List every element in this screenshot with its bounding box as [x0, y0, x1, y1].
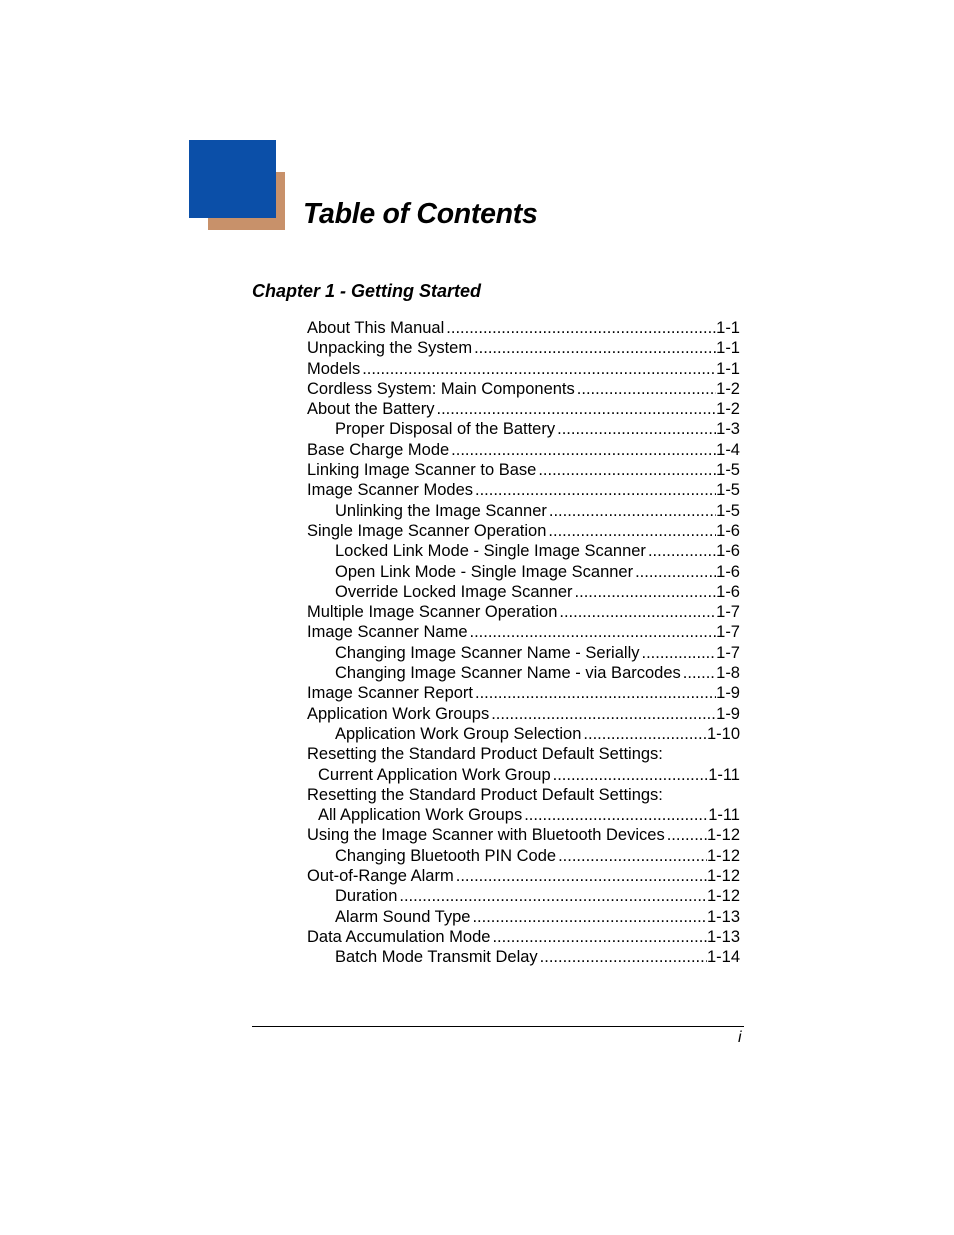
toc-entry[interactable]: [307, 440, 740, 460]
toc-entry[interactable]: [307, 744, 740, 764]
toc-entry-page: 1-1: [716, 359, 740, 378]
toc-entry[interactable]: [307, 501, 740, 521]
toc-entry-page: 1-8: [716, 664, 740, 683]
page-title: Table of Contents: [303, 198, 538, 230]
toc-entry[interactable]: [307, 521, 740, 541]
toc-entry-label: Unlinking the Image Scanner: [335, 501, 547, 520]
toc-entry-label: Single Image Scanner Operation: [307, 521, 547, 540]
toc-leader-dots: [468, 622, 717, 642]
toc-leader-dots: [555, 419, 716, 439]
toc-entry[interactable]: [307, 602, 740, 622]
toc-entry-page: 1-2: [716, 400, 740, 419]
toc-entry[interactable]: [307, 683, 740, 703]
toc-entry-label: Cordless System: Main Components: [307, 379, 575, 398]
toc-entry-label: Application Work Groups: [307, 704, 490, 723]
toc-entry[interactable]: [307, 379, 740, 399]
toc-entry-label: Out-of-Range Alarm: [307, 867, 454, 886]
toc-entry[interactable]: [307, 541, 740, 561]
toc-leader-dots: [489, 704, 716, 724]
toc-entry-label: About This Manual: [307, 319, 445, 337]
toc-entry-label: Changing Image Scanner Name - via Barcodes: [335, 664, 681, 683]
toc-entry-label: Data Accumulation Mode: [307, 927, 491, 946]
toc-leader-dots: [490, 927, 707, 947]
toc-entry-page: 1-6: [716, 521, 740, 540]
toc-entry[interactable]: [307, 886, 740, 906]
toc-entry-page: 1-1: [716, 339, 740, 358]
toc-entry-page: 1-12: [706, 846, 740, 865]
toc-leader-dots: [522, 805, 708, 825]
toc-leader-dots: [546, 521, 716, 541]
footer-page-number: i: [738, 1029, 742, 1046]
toc-entry-page: 1-11: [708, 765, 740, 784]
toc-entry-label: About the Battery: [307, 400, 435, 419]
toc-entry-page: 1-5: [716, 501, 740, 520]
toc-leader-dots: [360, 359, 716, 379]
toc-entry[interactable]: [307, 704, 740, 724]
toc-entry-label: Resetting the Standard Product Default Settings:: [307, 745, 663, 764]
toc-list: [307, 318, 740, 968]
toc-entry[interactable]: [307, 927, 740, 947]
toc-leader-dots: [640, 643, 717, 663]
toc-entry-page: 1-9: [716, 684, 740, 703]
toc-entry-page: 1-14: [706, 948, 740, 967]
toc-entry-label: Changing Image Scanner Name - Serially: [335, 643, 640, 662]
toc-leader-dots: [449, 440, 716, 460]
toc-entry-page: 1-6: [716, 542, 740, 561]
toc-entry-page: 1-13: [706, 927, 740, 946]
toc-entry[interactable]: [307, 399, 740, 419]
toc-leader-dots: [472, 338, 716, 358]
toc-entry-page: 1-5: [716, 481, 740, 500]
toc-leader-dots: [435, 399, 717, 419]
toc-leader-dots: [536, 460, 716, 480]
toc-entry[interactable]: [307, 805, 740, 825]
toc-leader-dots: [473, 683, 716, 703]
toc-entry-page: 1-1: [716, 319, 740, 337]
toc-entry[interactable]: [307, 765, 740, 785]
toc-entry-label: Override Locked Image Scanner: [335, 582, 573, 601]
toc-entry[interactable]: [307, 622, 740, 642]
toc-entry-label: Open Link Mode - Single Image Scanner: [335, 562, 634, 581]
toc-entry[interactable]: [307, 338, 740, 358]
toc-entry-page: 1-12: [706, 826, 740, 845]
toc-entry-page: 1-4: [716, 440, 740, 459]
toc-leader-dots: [473, 480, 716, 500]
toc-entry-page: 1-12: [706, 867, 740, 886]
toc-leader-dots: [573, 582, 717, 602]
toc-entry[interactable]: [307, 663, 740, 683]
toc-entry[interactable]: [307, 359, 740, 379]
toc-entry-label: All Application Work Groups: [318, 806, 523, 825]
toc-leader-dots: [557, 602, 716, 622]
toc-entry-label: Unpacking the System: [307, 339, 473, 358]
toc-leader-dots: [681, 663, 716, 683]
toc-entry[interactable]: [307, 419, 740, 439]
chapter-heading: Chapter 1 - Getting Started: [252, 281, 482, 301]
toc-entry-page: 1-7: [716, 643, 740, 662]
toc-entry-page: 1-3: [716, 420, 740, 439]
toc-leader-dots: [665, 825, 707, 845]
toc-entry-page: 1-6: [716, 582, 740, 601]
toc-entry-page: 1-13: [706, 907, 740, 926]
toc-leader-dots: [454, 866, 707, 886]
toc-entry-label: Linking Image Scanner to Base: [307, 461, 537, 480]
toc-entry-label: Multiple Image Scanner Operation: [307, 603, 558, 622]
toc-leader-dots: [470, 907, 707, 927]
toc-entry[interactable]: [307, 846, 740, 866]
toc-entry-page: 1-6: [716, 562, 740, 581]
toc-entry-label: Locked Link Mode - Single Image Scanner: [335, 542, 646, 561]
toc-entry-label: Batch Mode Transmit Delay: [335, 948, 538, 967]
toc-entry-page: 1-7: [716, 623, 740, 642]
toc-entry-page: 1-12: [706, 887, 740, 906]
toc-entry[interactable]: [307, 825, 740, 845]
toc-leader-dots: [646, 541, 716, 561]
toc-entry-label: Image Scanner Name: [307, 623, 468, 642]
toc-entry-page: 1-9: [716, 704, 740, 723]
toc-entry-page: 1-11: [708, 806, 740, 825]
toc-entry-label: Base Charge Mode: [307, 440, 450, 459]
toc-entry-label: Changing Bluetooth PIN Code: [335, 846, 557, 865]
toc-entry-page: 1-5: [716, 461, 740, 480]
toc-entry[interactable]: [307, 582, 740, 602]
toc-entry[interactable]: [307, 562, 740, 582]
toc-leader-dots: [538, 947, 707, 967]
toc-entry-page: 1-2: [716, 379, 740, 398]
toc-entry-label: Resetting the Standard Product Default Settings:: [307, 785, 663, 804]
toc-leader-dots: [575, 379, 716, 399]
toc-entry-label: Proper Disposal of the Battery: [335, 420, 556, 439]
toc-entry-label: Alarm Sound Type: [335, 907, 471, 926]
toc-entry[interactable]: [307, 785, 740, 805]
footer-rule: [252, 1026, 744, 1027]
toc-leader-dots: [581, 724, 707, 744]
toc-entry-label: Duration: [335, 887, 398, 906]
toc-entry[interactable]: [307, 907, 740, 927]
toc-entry-label: Image Scanner Report: [307, 684, 474, 703]
toc-leader-dots: [551, 765, 709, 785]
toc-entry[interactable]: [307, 724, 740, 744]
toc-leader-dots: [547, 501, 716, 521]
toc-entry-page: 1-7: [716, 603, 740, 622]
toc-leader-dots: [556, 846, 707, 866]
chapter-marker-blue-square: [189, 140, 276, 218]
toc-entry[interactable]: [307, 643, 740, 663]
toc-entry-label: Current Application Work Group: [318, 765, 551, 784]
toc-entry[interactable]: [307, 318, 740, 338]
toc-entry-label: Image Scanner Modes: [307, 481, 474, 500]
toc-entry[interactable]: [307, 480, 740, 500]
toc-entry-label: Using the Image Scanner with Bluetooth Devices: [307, 826, 665, 845]
toc-leader-dots: [397, 886, 707, 906]
toc-leader-dots: [444, 318, 716, 338]
toc-entry-label: Models: [307, 359, 361, 378]
toc-entry[interactable]: [307, 947, 740, 967]
toc-entry-label: Application Work Group Selection: [335, 724, 582, 743]
toc-entry-page: 1-10: [706, 724, 740, 743]
toc-leader-dots: [633, 562, 716, 582]
toc-entry[interactable]: [307, 460, 740, 480]
toc-entry[interactable]: [307, 866, 740, 886]
